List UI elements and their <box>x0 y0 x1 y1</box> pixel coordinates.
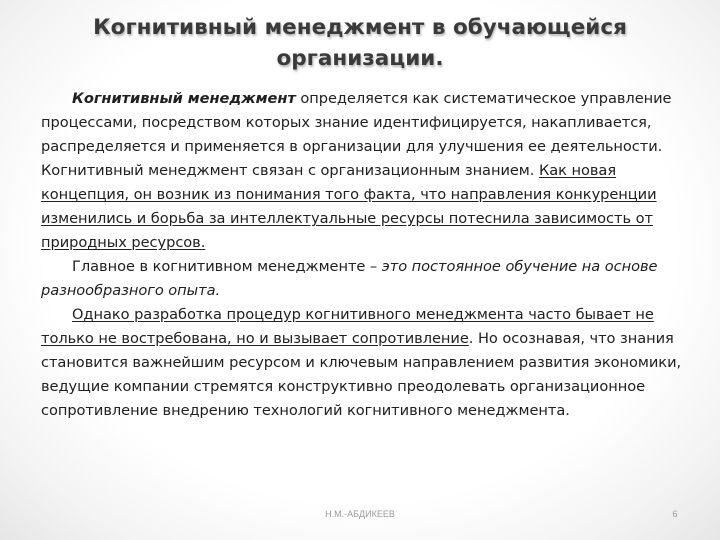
slide-body <box>41 87 691 423</box>
definition-text: определяется как систематическое управление процессами, посредством которых знание идентифицируется, накапливается, распределяется и применяется в организации для улучшения ее деятельности. Когнитивный менеджмент связан с организационным знанием. <box>41 90 672 179</box>
page-number: 6 <box>672 509 678 519</box>
paragraph-resistance <box>41 303 691 423</box>
concept-origin-text: Как новая концепция, он возник из понимания того факта, что направления конкуренции изменились и борьба за интеллектуальные ресурсы потеснила зависимость от природных ресурсов. <box>41 162 657 251</box>
main-point-emphasis: это постоянное обучение на основе разнообразного опыта. <box>41 258 658 299</box>
footer-author: Н.М.-АБДИКЕЕВ <box>325 509 395 519</box>
main-point-text: Главное в когнитивном менеджменте – <box>72 258 382 275</box>
paragraph-definition <box>41 87 691 255</box>
slide-title: Когнитивный менеджмент в обучающейся организации. <box>93 15 627 71</box>
resistance-text: Однако разработка процедур когнитивного менеджмента часто бывает не только не востребована, но и вызывает сопротивление <box>41 306 654 347</box>
term-cognitive-management: Когнитивный менеджмент <box>72 90 296 107</box>
resistance-continuation-text: . Но осознавая, что знания становится важнейшим ресурсом и ключевым направлением развития экономики, ведущие компании стремятся конструктивно преодолевать организационное сопротивление внедрению технологий когнитивного менеджмента. <box>41 330 682 419</box>
paragraph-main-point <box>41 255 691 303</box>
